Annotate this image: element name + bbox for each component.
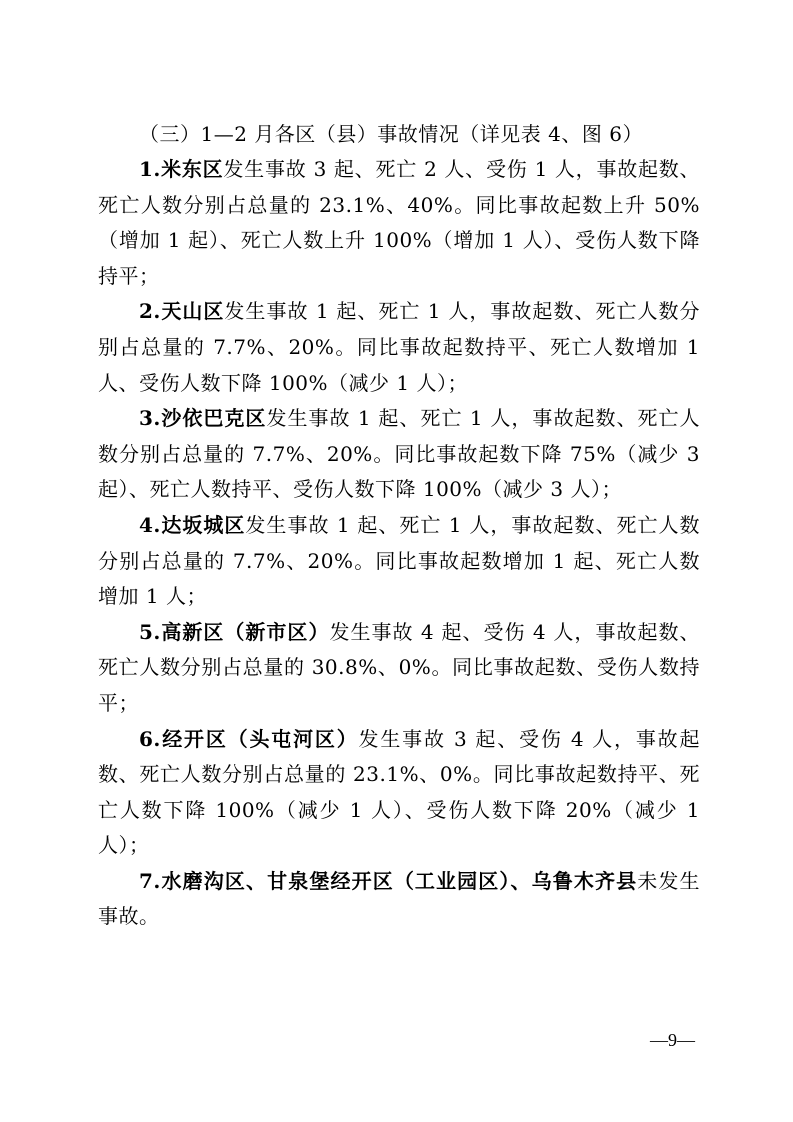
paragraph-text: 发生事故 1 起、死亡 1 人，事故起数、死亡人数分别占总量的 7.7%、20%。同比事故起数持平、死亡人数增加 1 人、受伤人数下降 100%（减少 1 人）； bbox=[98, 299, 700, 395]
section-heading: （三）1—2 月各区（县）事故情况（详见表 4、图 6） bbox=[139, 122, 643, 146]
district-name: 1.米东区 bbox=[139, 157, 224, 181]
district-name: 4.达坂城区 bbox=[139, 512, 246, 537]
district-name: 5.高新区（新市区） bbox=[139, 619, 330, 644]
document-page bbox=[98, 117, 700, 935]
paragraph-text: 发生事故 1 起、死亡 1 人，事故起数、死亡人数分别占总量的 7.7%、20%。同比事故起数下降 75%（减少 3 起）、死亡人数持平、受伤人数下降 100%（减少 3 人）； bbox=[98, 406, 700, 502]
paragraph-text: 未发生事故。 bbox=[98, 868, 700, 929]
paragraph-shayibake bbox=[98, 401, 700, 508]
paragraph-text: 发生事故 3 起、受伤 4 人，事故起数、死亡人数分别占总量的 23.1%、0%。同比事故起数持平、死亡人数下降 100%（减少 1 人）、受伤人数下降 20%（减少 1 人）； bbox=[98, 726, 700, 858]
district-name: 3.沙依巴克区 bbox=[139, 406, 267, 431]
district-name: 7.水磨沟区、甘泉堡经开区（工业园区）、乌鲁木齐县 bbox=[139, 868, 638, 893]
paragraph-text: 发生事故 3 起、死亡 2 人、受伤 1 人，事故起数、死亡人数分别占总量的 23.1%、40%。同比事故起数上升 50%（增加 1 起）、死亡人数上升 100%（增加 1 人）、受伤人数下降持平； bbox=[98, 157, 700, 288]
paragraph-dabancheng bbox=[98, 508, 700, 615]
paragraph-gaoxin bbox=[98, 615, 700, 722]
paragraph-midong bbox=[98, 152, 700, 294]
paragraph-text: 发生事故 4 起、受伤 4 人，事故起数、死亡人数分别占总量的 30.8%、0%。同比事故起数、受伤人数持平； bbox=[98, 619, 700, 715]
district-name: 2.天山区 bbox=[139, 299, 225, 324]
paragraph-text: 发生事故 1 起、死亡 1 人，事故起数、死亡人数分别占总量的 7.7%、20%。同比事故起数增加 1 起、死亡人数增加 1 人； bbox=[98, 512, 700, 609]
paragraph-jingkai bbox=[98, 722, 700, 864]
district-name: 6.经开区（头屯河区） bbox=[139, 726, 359, 751]
paragraph-tianshan bbox=[98, 294, 700, 401]
paragraph-others bbox=[98, 864, 700, 935]
page-number: —9— bbox=[650, 1030, 695, 1050]
